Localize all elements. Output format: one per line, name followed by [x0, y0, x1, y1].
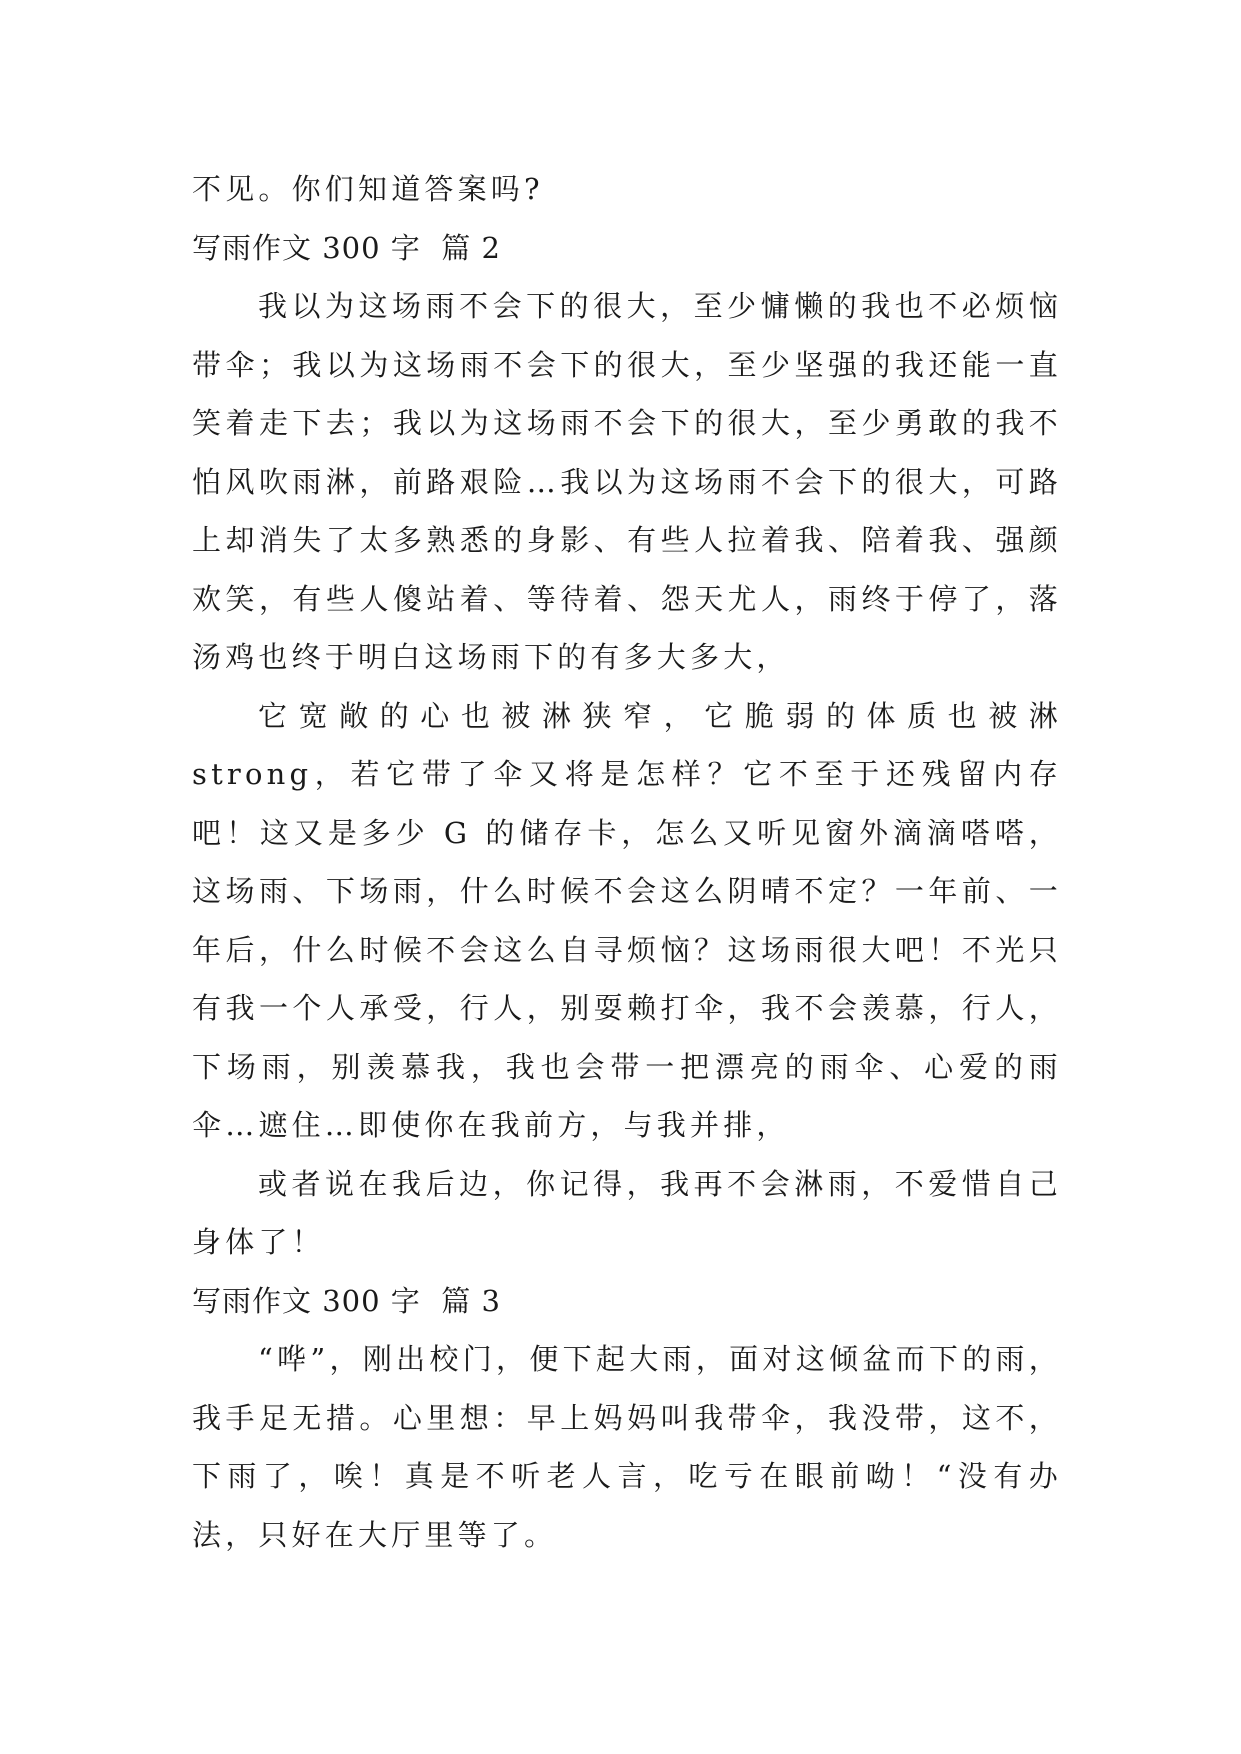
paragraph: 它宽敞的心也被淋狭窄，它脆弱的体质也被淋 strong，若它带了伞又将是怎样？它不至于还残留内存吧！这又是多少 G 的储存卡，怎么又听见窗外滴滴嗒嗒，这场雨、下场雨，什么时候不会这么阴晴不定？一年前、一年后，什么时候不会这么自寻烦恼？这场雨很大吧！不光只有我一个人承受，行人，别耍赖打伞，我不会羡慕，行人，下场雨，别羡慕我，我也会带一把漂亮的雨伞、心爱的雨伞…遮住…即使你在我前方，与我并排， [192, 698, 1062, 1142]
paragraph: 或者说在我后边，你记得，我再不会淋雨，不爱惜自己身体了！ [192, 1166, 1062, 1259]
essay-heading-2: 写雨作文 300 字 篇 2 [192, 230, 501, 265]
paragraph: “哗”，刚出校门，便下起大雨，面对这倾盆而下的雨，我手足无措。心里想：早上妈妈叫我带伞，我没带，这不，下雨了，唉！真是不听老人言，吃亏在眼前呦！“没有办法，只好在大厅里等了。 [192, 1342, 1062, 1552]
essay-heading-3: 写雨作文 300 字 篇 3 [192, 1283, 501, 1318]
paragraph: 我以为这场雨不会下的很大，至少慵懒的我也不必烦恼带伞；我以为这场雨不会下的很大，至少坚强的我还能一直笑着走下去；我以为这场雨不会下的很大，至少勇敢的我不怕风吹雨淋，前路艰险…我以为这场雨不会下的很大，可路上却消失了太多熟悉的身影、有些人拉着我、陪着我、强颜欢笑，有些人傻站着、等待着、怨天尤人，雨终于停了，落汤鸡也终于明白这场雨下的有多大多大， [192, 289, 1062, 674]
paragraph-continuation: 不见。你们知道答案吗? [192, 172, 544, 206]
document-body [192, 160, 1062, 1564]
